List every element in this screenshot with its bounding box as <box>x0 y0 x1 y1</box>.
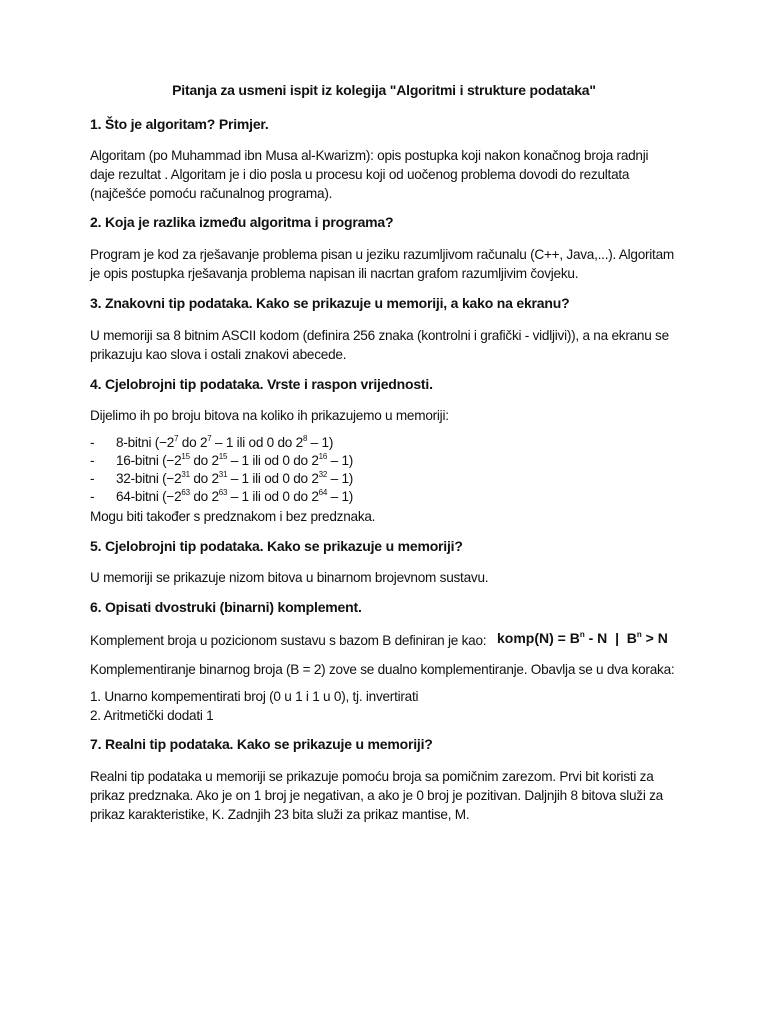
answer-2 <box>90 245 690 283</box>
question-4-heading: 4. Cjelobrojni tip podataka. Vrste i raspon vrijednosti. <box>90 376 433 392</box>
answer-1-line-3: (najčešće pomoću računalnog programa). <box>90 186 333 201</box>
answer-7 <box>90 767 690 824</box>
answer-1-line-2: daje rezultat . Algoritam je i dio posla u procesu koji od uočenog problema dovodi do rezultata <box>90 167 630 182</box>
question-3-heading: 3. Znakovni tip podataka. Kako se prikazuje u memoriji, a kako na ekranu? <box>90 295 570 311</box>
bullet-32bit: - 32-bitni ($-2^{31}$ do $2^{31} - 1$ ili od 0 do $2^{32} - 1$) <box>90 470 354 486</box>
bullet-16bit: - 16-bitni ($-2^{15}$ do $2^{15} - 1$ ili od 0 do $2^{16} - 1$) <box>90 452 354 468</box>
answer-2-line-2: je opis postupka rješavanja problema napisan ili nacrtan grafom razumljivim čovjeku. <box>90 266 579 281</box>
step-1: 1. Unarno kompementirati broj (0 u 1 i 1 u 0), tj. invertirati <box>90 689 419 704</box>
step-2: 2. Aritmetički dodati 1 <box>90 708 214 723</box>
document-title: Pitanja za usmeni ispit iz kolegija "Algoritmi i strukture podataka" <box>172 82 596 98</box>
answer-7-line-3: prikaz karakteristike, K. Zadnjih 23 bita služi za prikaz mantise, M. <box>90 807 470 822</box>
bullet-64bit: - 64-bitni ($-2^{63}$ do $2^{63} - 1$ ili od 0 do $2^{64} - 1$) <box>90 488 354 504</box>
answer-6-definition: Komplement broja u pozicionom sustavu s bazom B definiran je kao: <box>90 633 487 648</box>
answer-3-line-2: prikazuju kao slova i ostali znakovi abecede. <box>90 347 347 362</box>
answer-2-line-1: Program je kod za rješavanje problema pisan u jeziku razumljivom računalu (C++, Java,...). Algoritam <box>90 247 674 262</box>
question-6-heading: 6. Opisati dvostruki (binarni) komplement. <box>90 599 362 615</box>
question-5-heading: 5. Cjelobrojni tip podataka. Kako se prikazuje u memoriji? <box>90 538 463 554</box>
bullet-8bit: - 8-bitni ($-2^7$ do $2^7 - 1$ ili od 0 do $2^8 - 1$) <box>90 434 334 450</box>
bullet-dash: - <box>90 435 95 450</box>
answer-7-line-1: Realni tip podataka u memoriji se prikazuje pomoću broja sa pomičnim zarezom. Prvi bit koristi za <box>90 769 654 784</box>
answer-1-line-1: Algoritam (po Muhammad ibn Musa al-Kwarizm): opis postupka koji nakon konačnog broja radnji <box>90 148 649 163</box>
answer-1 <box>90 146 690 203</box>
answer-3 <box>90 326 690 364</box>
answer-6-line-2: Komplementiranje binarnog broja (B = 2) zove se dualno komplementiranje. Obavlja se u dva koraka: <box>90 662 675 677</box>
bullet-dash: - <box>90 489 95 504</box>
question-1-heading: 1. Što je algoritam? Primjer. <box>90 116 269 132</box>
answer-4-intro: Dijelimo ih po broju bitova na koliko ih prikazujemo u memoriji: <box>90 408 449 423</box>
answer-5: U memoriji se prikazuje nizom bitova u binarnom brojevnom sustavu. <box>90 570 489 585</box>
answer-7-line-2: prikaz predznaka. Ako je on 1 broj je negativan, a ako je 0 broj je pozitivan. Daljnjih 8 bitova služi za <box>90 788 663 803</box>
question-7-heading: 7. Realni tip podataka. Kako se prikazuje u memoriji? <box>90 736 433 752</box>
complement-formula: komp(N) = $B^n$ - N | $B^n > N$ <box>497 630 668 646</box>
bullet-dash: - <box>90 453 95 468</box>
answer-3-line-1: U memoriji sa 8 bitnim ASCII kodom (definira 256 znaka (kontrolni i grafički - vidljivi)), a na ekranu se <box>90 328 669 343</box>
answer-6-steps <box>90 687 690 725</box>
bullet-dash: - <box>90 471 95 486</box>
answer-4-outro: Mogu biti također s predznakom i bez predznaka. <box>90 509 376 524</box>
question-2-heading: 2. Koja je razlika između algoritma i programa? <box>90 214 394 230</box>
